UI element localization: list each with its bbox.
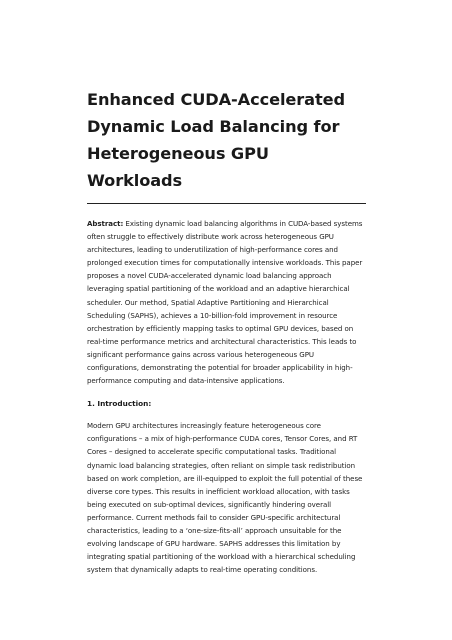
title-divider bbox=[87, 203, 366, 204]
paper-page bbox=[87, 86, 367, 576]
introduction-heading: 1. Introduction: bbox=[87, 399, 152, 409]
abstract-label: Abstract: bbox=[87, 219, 124, 228]
introduction-paragraph: Modern GPU architectures increasingly feature heterogeneous core configurations – a mix of high-performance CUDA cores, Tensor Cores, and RT Cores – designed to accelerate specific computational tasks. Traditional dynamic load balancing strategies, often reliant on simple task redistribution based on work completion, are ill-equipped to exploit the full potential of these diverse core types. This results in inefficient workload allocation, with tasks being executed on sub-optimal devices, significantly hindering overall performance. Current methods fail to consider GPU-specific architectural characteristics, leading to a ‘one-size-fits-all’ approach unsuitable for the evolving landscape of GPU hardware. SAPHS addresses this limitation by integrating spatial partitioning of the workload with a hierarchical scheduling system that dynamically adapts to real-time operating conditions. bbox=[87, 421, 363, 575]
paper-title: Enhanced CUDA-Accelerated Dynamic Load Balancing for Heterogeneous GPU Workloads bbox=[87, 90, 345, 190]
abstract-text: Existing dynamic load balancing algorithms in CUDA-based systems often struggle to effectively distribute work across heterogeneous GPU architectures, leading to underutilization of high-performance cores and prolonged execution times for computationally intensive workloads. This paper proposes a novel CUDA-accelerated dynamic load balancing approach leveraging spatial partitioning of the workload and an adaptive hierarchical scheduler. Our method, Spatial Adaptive Partitioning and Hierarchical Scheduling (SAPHS), achieves a 10-billion-fold improvement in resource orchestration by efficiently mapping tasks to optimal GPU devices, based on real-time performance metrics and architectural characteristics. This leads to significant performance gains across various heterogeneous GPU configurations, demonstrating the potential for broader applicability in high-performance computing and data-intensive applications. bbox=[87, 219, 363, 386]
abstract-paragraph bbox=[87, 217, 367, 387]
